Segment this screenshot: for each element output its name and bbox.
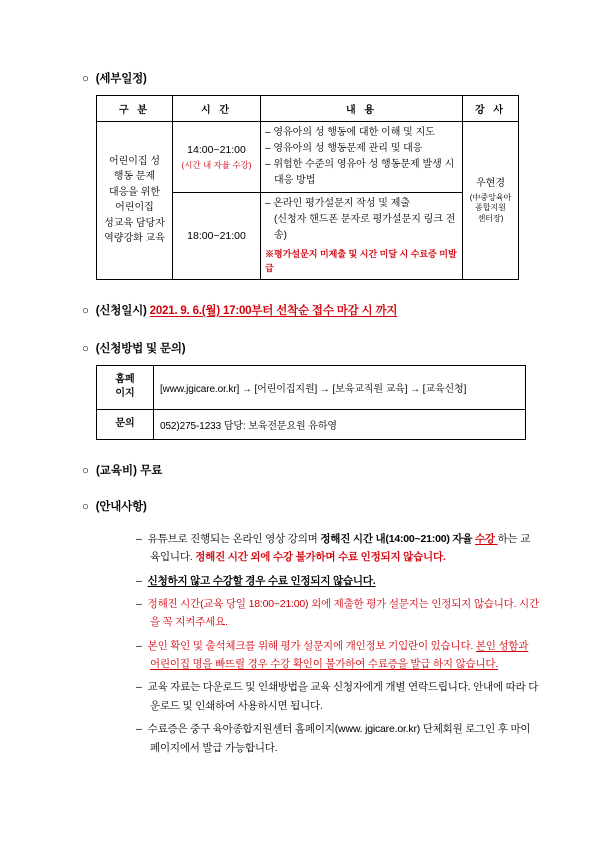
schedule-heading	[82, 70, 540, 86]
content-line: – 영유아의 성 행동에 대한 이해 및 지도	[265, 127, 435, 138]
cell-time	[173, 193, 261, 280]
bullet-circle-icon: ○	[82, 464, 89, 477]
content-line: – 온라인 평가설문지 작성 및 제출	[265, 198, 411, 209]
lecturer-name: 우현경	[476, 177, 505, 189]
guide-text: 수료증은 중구 육아종합지원센터 홈페이지(www. jgicare.or.kr) 단체회원 로그인 후	[147, 723, 511, 736]
content-red-note: ※평가설문지 미제출 및 시간 미달 시 수료증 미발급	[265, 249, 457, 274]
guide-text: 않습니다. 시간을 꼭 지켜주세요.	[150, 597, 539, 629]
guide-text: 교육 자료는 다운로드 및 인쇄방법을 교육 신청자에게 개별 연락드립니다.	[147, 681, 474, 694]
gubun-line: 역량강화 교육	[104, 233, 165, 245]
apply-heading-text: (신청일시)	[95, 304, 147, 317]
method-section	[60, 340, 540, 440]
label-line: 이지	[115, 388, 135, 400]
fee-line	[82, 462, 540, 478]
cell-value-inquiry: 052)275-1233 담당: 보육전문요원 유하영	[154, 409, 526, 439]
guide-text: 신청하지 않고 수강할 경우 수료 인정되지 않습니다.	[147, 574, 376, 587]
cell-gubun	[97, 122, 173, 280]
content-line: (신청자 핸드폰 문자로 평가설문지 링크 전송)	[274, 214, 456, 241]
column-header-time: 시 간	[173, 96, 261, 122]
lecturer-affiliation-line: (中중앙육아	[469, 192, 512, 202]
bullet-circle-icon: ○	[82, 342, 89, 355]
guide-text: 본인 확인 및 출석체크를 위해 평가 설문지에 개인정보 기입란이 있습니다.	[147, 639, 476, 652]
cell-label-homepage	[97, 365, 154, 409]
fee-text: (교육비) 무료	[95, 464, 163, 477]
gubun-line: 어린이집	[115, 202, 154, 214]
table-row	[97, 409, 526, 439]
guide-text: 마이페이지에서 발급 가능합니다.	[150, 723, 531, 754]
gubun-line: 어린이집 성	[108, 155, 161, 167]
guide-text: 하는 교육입니다.	[150, 532, 531, 564]
cell-time	[173, 122, 261, 193]
guide-text: 정해진 시간 내(14:00~21:00) 자율	[320, 532, 475, 545]
cell-lecturer	[463, 122, 519, 280]
guide-text: 수강	[474, 532, 498, 545]
guide-item	[136, 720, 540, 757]
time-value: 14:00~21:00	[187, 143, 246, 156]
cell-content	[261, 122, 463, 193]
table-row	[97, 122, 519, 193]
schedule-table	[96, 95, 519, 280]
apply-date-value: 2021. 9. 6.(월) 17:00부터 선착순 접수 마감 시 까지	[149, 304, 398, 317]
dash-marker-icon: –	[136, 574, 142, 587]
guide-text: 유튜브로 진행되는 온라인 영상 강의며	[147, 532, 321, 545]
guide-text: 본인 성함과 어린이집 명을 빠뜨릴 경우 수강 확인이 불가하여 수료증을 발급	[150, 639, 529, 671]
dash-marker-icon: –	[136, 681, 142, 694]
cell-content	[261, 193, 463, 280]
guide-text: 하지 않습니다.	[432, 658, 499, 671]
bullet-circle-icon: ○	[82, 304, 89, 317]
label-line: 홈페	[115, 373, 135, 385]
dash-marker-icon: –	[136, 597, 142, 610]
table-header-row	[97, 96, 519, 122]
column-header-content: 내 용	[261, 96, 463, 122]
bullet-circle-icon: ○	[82, 500, 89, 513]
content-line: – 위험한 수준의 영유아 성 행동문제 발생 시	[265, 159, 455, 170]
lecturer-affiliation-line: 종합지원	[475, 203, 506, 213]
cell-value-homepage[interactable]: [www.jgicare.or.kr] → [어린이집지원] → [보육교직원 교육] → [교육신청]	[154, 365, 526, 409]
lecturer-affiliation-line: 센터장)	[477, 214, 504, 224]
gubun-line: 대응을 위한	[108, 186, 161, 198]
table-row	[97, 365, 526, 409]
guide-text: 안내에 따라 다운로드 및 인쇄하여 사용하시면 됩니다.	[150, 681, 539, 712]
dash-marker-icon: –	[136, 639, 142, 652]
content-line: 대응 방법	[274, 175, 316, 186]
column-header-gubun: 구 분	[97, 96, 173, 122]
guide-heading-text: (안내사항)	[95, 500, 147, 513]
cell-label-inquiry: 문의	[97, 409, 154, 439]
method-heading	[82, 340, 540, 356]
guide-text: 정해진 시간(교육 당일 18:00~21:00) 외에 제출한 평가 설문지는 인정되지	[147, 597, 474, 610]
gubun-line: 성교육 담당자	[104, 217, 165, 229]
schedule-section	[60, 70, 540, 280]
bullet-circle-icon: ○	[82, 73, 89, 85]
apply-datetime-line	[82, 302, 540, 318]
column-header-lecturer: 강 사	[463, 96, 519, 122]
contact-table	[96, 365, 526, 440]
guide-item	[136, 530, 540, 567]
guide-text: 정해진 시간 외에 수강 불가하며 수료 인정되지 않습니다.	[195, 551, 446, 564]
guide-item	[136, 678, 540, 715]
time-note: (시간 내 자율 수강)	[181, 159, 252, 170]
guide-item	[136, 637, 540, 674]
gubun-line: 행동 문제	[113, 171, 156, 183]
guide-list	[96, 530, 540, 757]
guide-item	[136, 572, 540, 590]
guide-heading	[82, 498, 540, 514]
dash-marker-icon: –	[136, 532, 142, 545]
schedule-heading-text: (세부일정)	[95, 73, 147, 85]
time-value: 18:00~21:00	[187, 229, 246, 242]
dash-marker-icon: –	[136, 723, 142, 736]
content-line: – 영유아의 성 행동문제 관리 및 대응	[265, 143, 423, 154]
guide-section	[60, 498, 540, 757]
guide-item	[136, 595, 540, 632]
method-heading-text: (신청방법 및 문의)	[95, 342, 186, 355]
